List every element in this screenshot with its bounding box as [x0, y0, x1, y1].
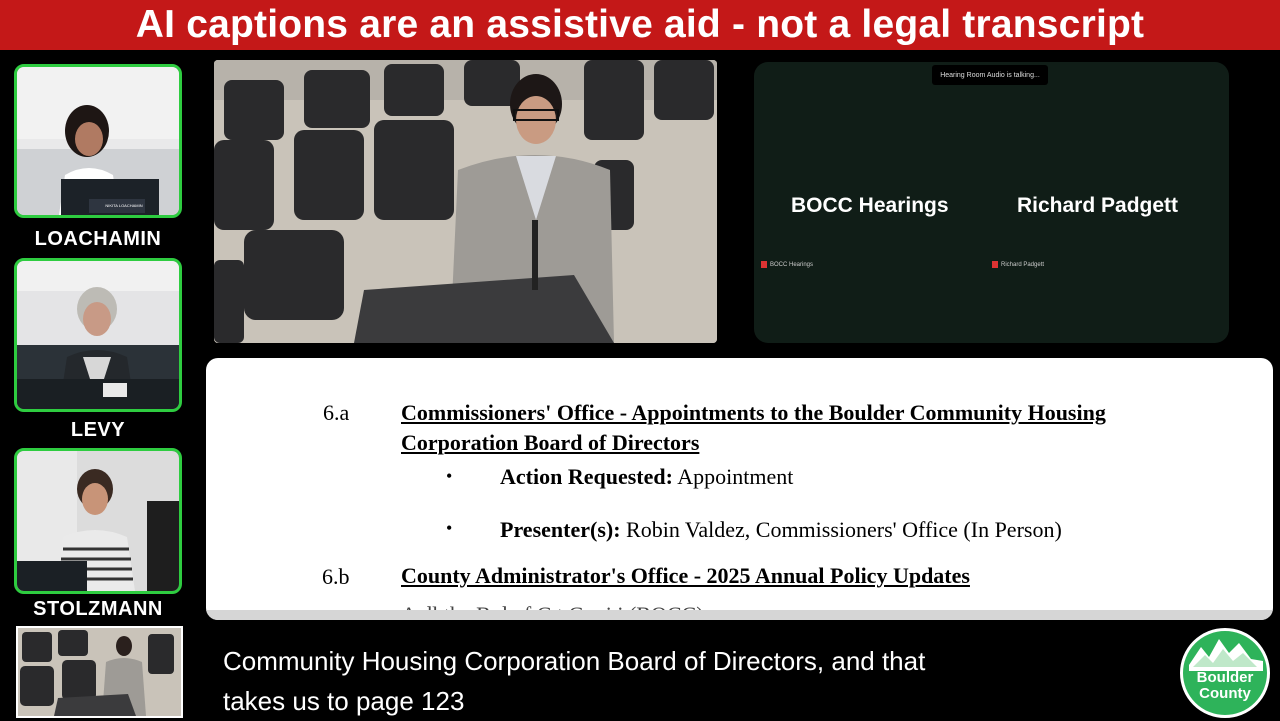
action-requested-label: Action Requested: — [500, 464, 673, 489]
self-view-thumbnail[interactable] — [16, 626, 183, 718]
action-requested-value: Appointment — [677, 464, 794, 489]
participant-name-stolzmann: STOLZMANN — [33, 598, 163, 620]
disclaimer-text: AI captions are an assistive aid - not a legal transcript — [135, 3, 1145, 46]
participant-video-levy — [17, 261, 179, 409]
zoom-tile-label-bocc — [761, 261, 813, 268]
participant-tile-levy[interactable] — [14, 258, 182, 412]
document-bottom-edge — [206, 610, 1273, 620]
presenters-row — [500, 517, 1062, 543]
live-captions — [223, 641, 1123, 721]
item-heading-6a-line1: Commissioners' Office - Appointments to the Boulder Community Housing — [401, 400, 1106, 425]
zoom-tile-label-text: Richard Padgett — [1001, 261, 1045, 268]
disclaimer-banner — [0, 0, 1280, 50]
item-heading-6a-line2: Corporation Board of Directors — [401, 430, 700, 455]
agenda-document — [206, 358, 1273, 620]
muted-mic-icon — [992, 261, 998, 268]
caption-line-2: takes us to page 123 — [223, 686, 465, 716]
zoom-tile-title-bocc: BOCC Hearings — [791, 194, 949, 217]
speaking-indicator: Hearing Room Audio is talking... — [932, 65, 1048, 85]
item-number-6a: 6.a — [323, 400, 350, 425]
item-heading-6b — [401, 561, 970, 591]
bullet-icon: • — [446, 518, 453, 538]
participant-tile-loachamin[interactable] — [14, 64, 182, 218]
logo-line-1: Boulder — [1196, 669, 1254, 686]
participant-name-loachamin: LOACHAMIN — [34, 228, 162, 250]
participant-name-levy: LEVY — [70, 419, 126, 441]
logo-line-2: County — [1199, 685, 1251, 702]
boulder-county-logo — [1180, 628, 1270, 718]
zoom-meeting-panel — [754, 62, 1229, 343]
participant-video-loachamin — [17, 67, 179, 215]
muted-mic-icon — [761, 261, 767, 268]
presenters-label: Presenter(s): — [500, 517, 621, 542]
nameplate: NIKITA LOACHAMIN — [105, 203, 143, 208]
zoom-tile-label-padgett — [992, 261, 1044, 268]
bullet-icon: • — [446, 466, 453, 486]
item-heading-6a — [401, 398, 1231, 458]
zoom-tile-title-padgett: Richard Padgett — [1017, 194, 1179, 217]
participant-video-stolzmann — [17, 451, 179, 591]
podium-camera-feed — [214, 60, 717, 343]
podium-scene — [214, 60, 717, 343]
self-view-scene — [18, 628, 181, 716]
action-requested-row — [500, 464, 793, 490]
participant-tile-stolzmann[interactable] — [14, 448, 182, 594]
presenters-value: Robin Valdez, Commissioners' Office (In Person) — [626, 517, 1062, 542]
item-heading-6b-text: County Administrator's Office - 2025 Annual Policy Updates — [401, 563, 970, 588]
caption-line-1: Community Housing Corporation Board of Directors, and that — [223, 646, 926, 676]
item-number-6b: 6.b — [322, 564, 350, 589]
zoom-tile-label-text: BOCC Hearings — [770, 261, 814, 268]
